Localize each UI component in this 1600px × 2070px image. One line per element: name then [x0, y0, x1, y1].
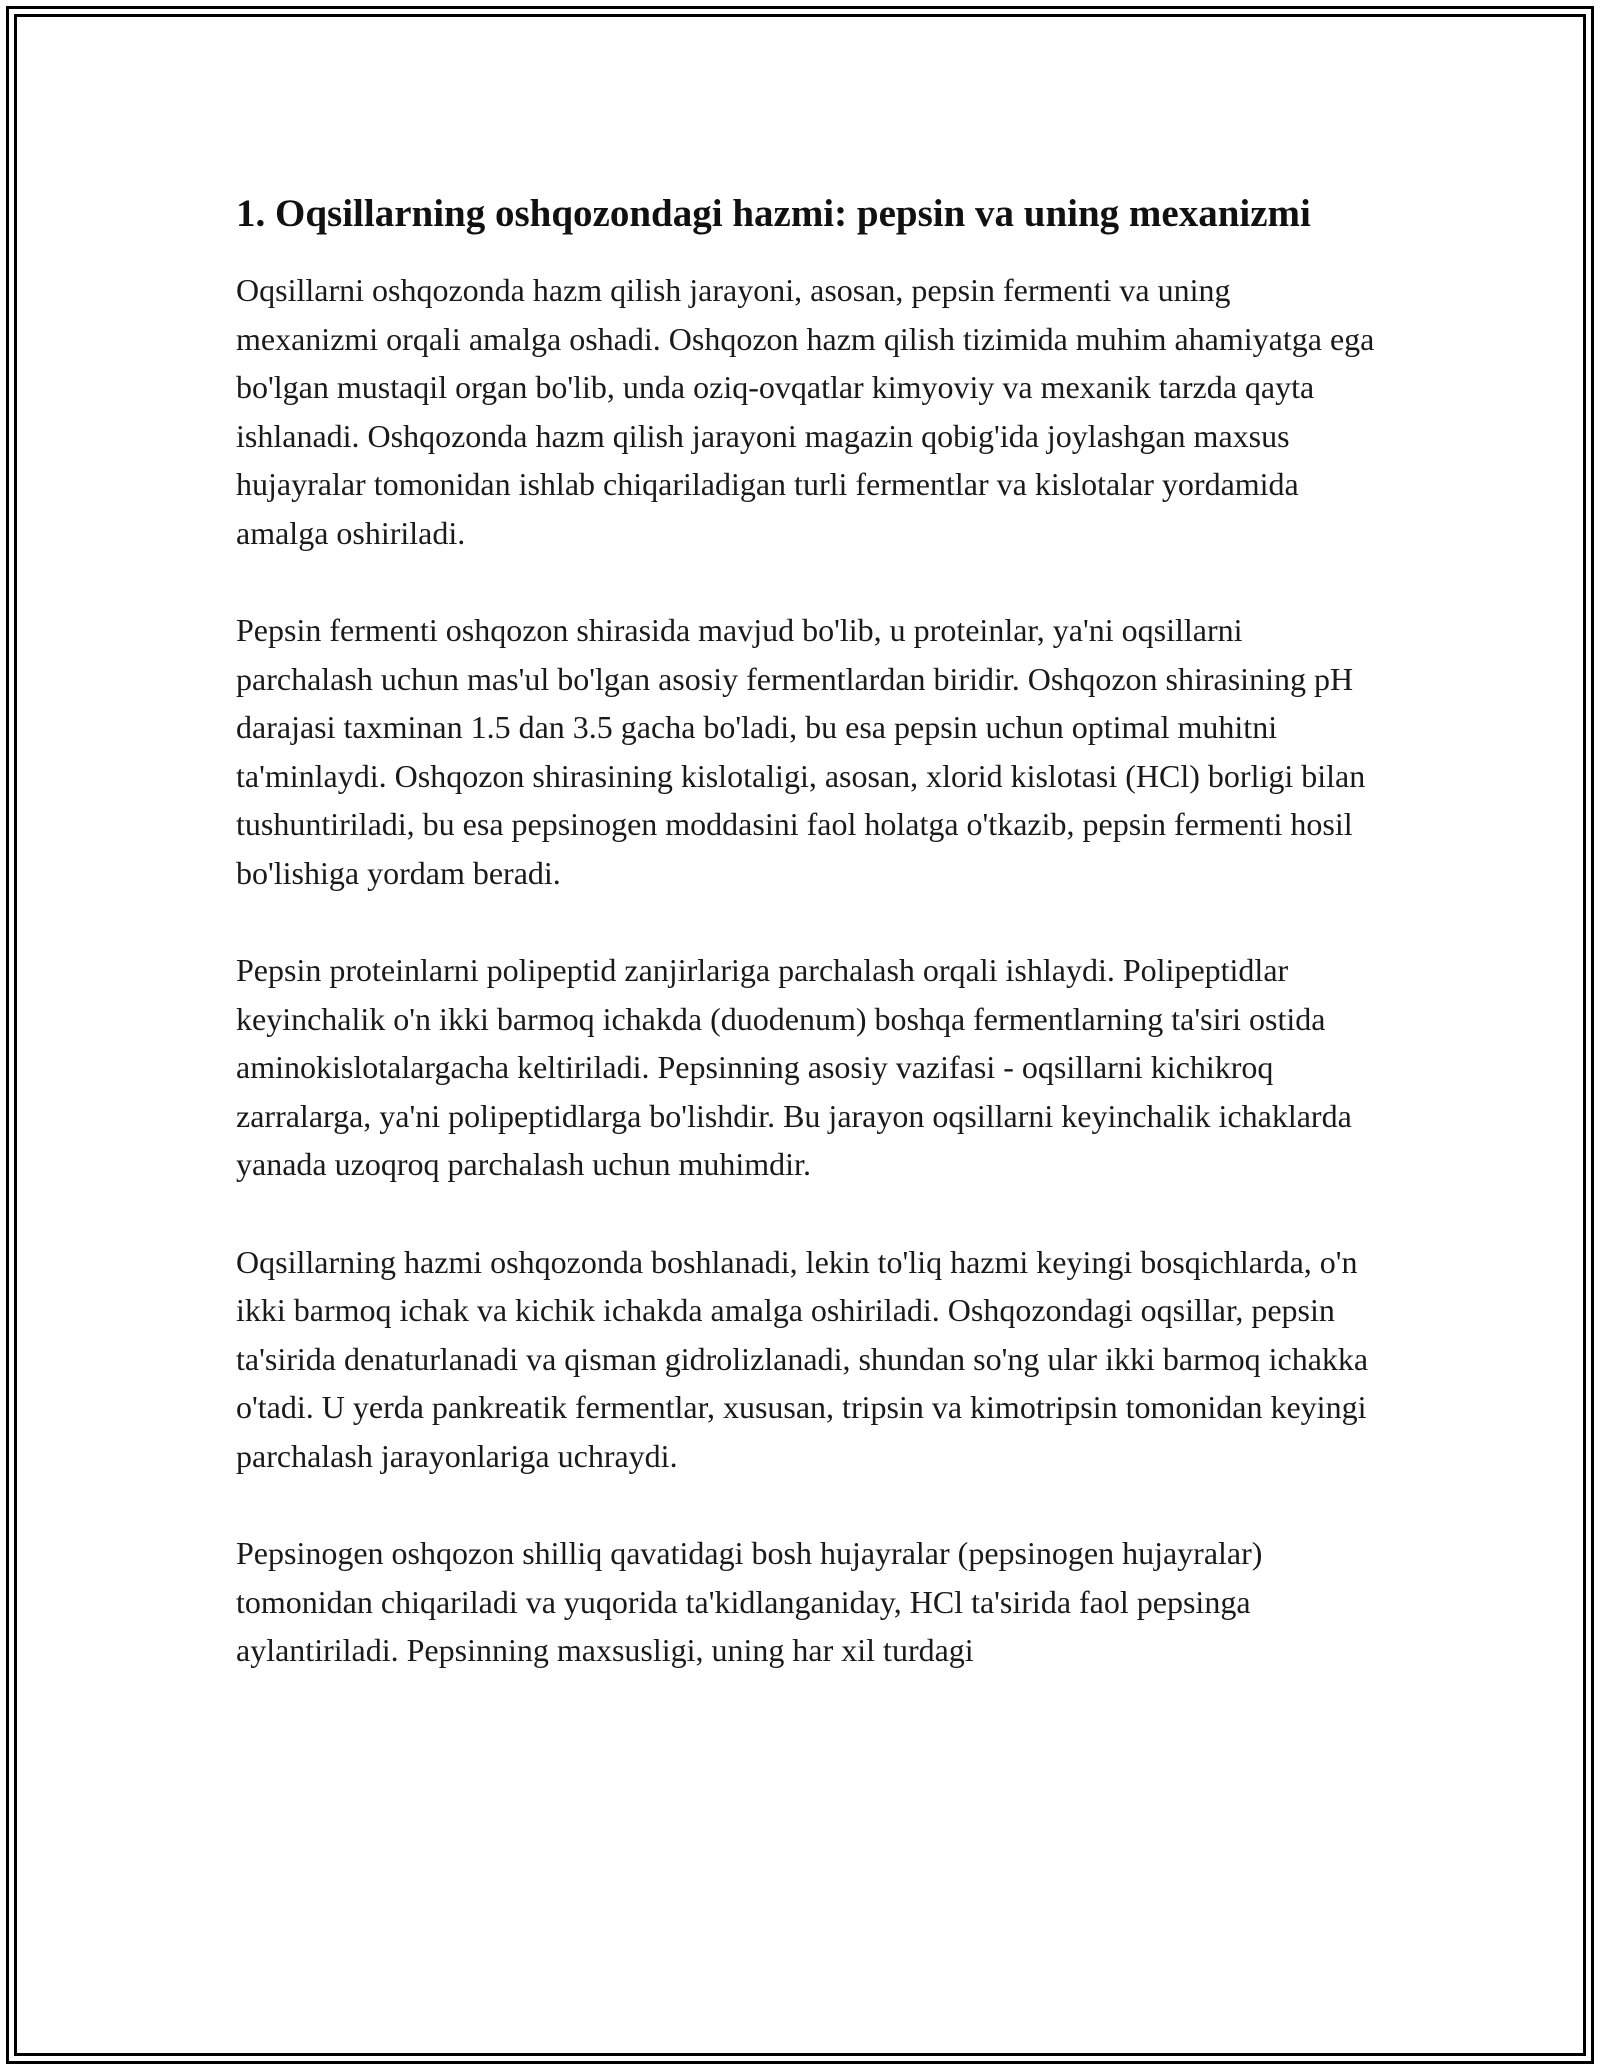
paragraph-4: Oqsillarning hazmi oshqozonda boshlanadi, lekin to'liq hazmi keyingi bosqichlarda, o'n ikki barmoq ichak va kichik ichakda amalga oshiriladi. Oshqozondagi oqsillar, pepsin ta'sirida denaturlanadi va qisman gidrolizlanadi, shundan so'ng ular ikki barmoq ichakka o'tadi. U yerda pankreatik fermentlar, xususan, tripsin va kimotripsin tomonidan keyingi parchalash jarayonlariga uchraydi.	[236, 1243, 1369, 1474]
paragraph-1: Oqsillarni oshqozonda hazm qilish jarayoni, asosan, pepsin fermenti va uning mexanizmi orqali amalga oshadi. Oshqozon hazm qilish tizimida muhim ahamiyatga ega bo'lgan mustaqil organ bo'lib, unda oziq-ovqatlar kimyoviy va mexanik tarzda qayta ishlanadi. Oshqozonda hazm qilish jarayoni magazin qobig'ida joylashgan maxsus hujayralar tomonidan ishlab chiqariladigan turli fermentlar va kislotalar yordamida amalga oshiriladi.	[236, 272, 1375, 551]
paragraph-3: Pepsin proteinlarni polipeptid zanjirlariga parchalash orqali ishlaydi. Polipeptidlar keyinchalik o'n ikki barmoq ichakda (duodenum) boshqa fermentlarning ta'siri ostida aminokislotalargacha keltiriladi. Pepsinning asosiy vazifasi - oqsillarni kichikroq zarralarga, ya'ni polipeptidlarga bo'lishdir. Bu jarayon oqsillarni keyinchalik ichaklarda yanada uzoqroq parchalash uchun muhimdir.	[236, 952, 1352, 1182]
section-heading: 1. Oqsillarning oshqozondagi hazmi: pepsin va uning mexanizmi	[236, 192, 1311, 235]
paragraph-2: Pepsin fermenti oshqozon shirasida mavjud bo'lib, u proteinlar, ya'ni oqsillarni parchalash uchun mas'ul bo'lgan asosiy fermentlardan biridir. Oshqozon shirasining pH darajasi taxminan 1.5 dan 3.5 gacha bo'ladi, bu esa pepsin uchun optimal muhitni ta'minlaydi. Oshqozon shirasining kislotaligi, asosan, xlorid kislotasi (HCl) borligi bilan tushuntiriladi, bu esa pepsinogen moddasini faol holatga o'tkazib, pepsin fermenti hosil bo'lishiga yordam beradi.	[236, 612, 1366, 891]
document-body	[236, 186, 1376, 1675]
paragraph-5: Pepsinogen oshqozon shilliq qavatidagi bosh hujayralar (pepsinogen hujayralar) tomonidan chiqariladi va yuqorida ta'kidlanganiday, HCl ta'sirida faol pepsinga aylantiriladi. Pepsinning maxsusligi, uning har xil turdagi	[236, 1535, 1263, 1668]
